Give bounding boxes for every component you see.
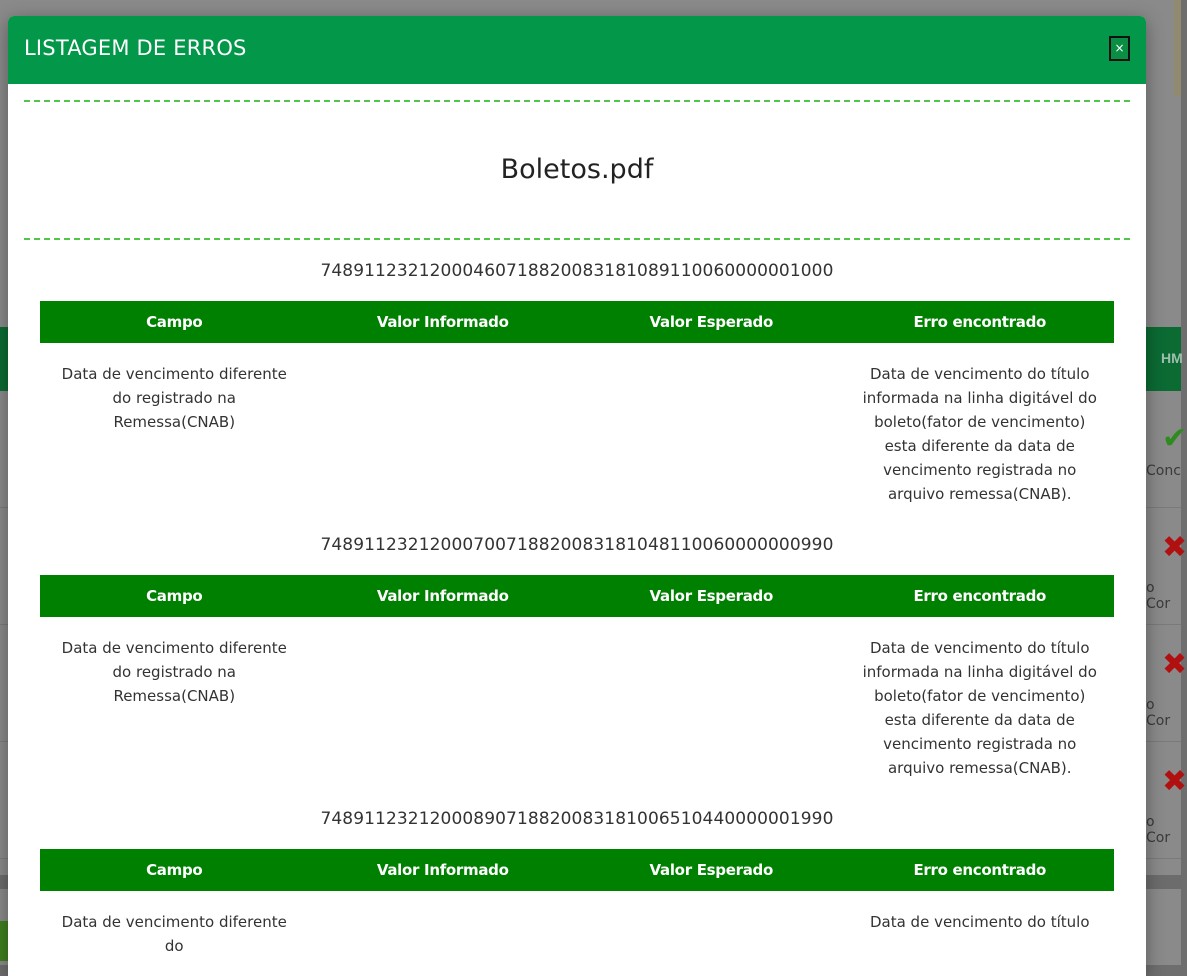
column-header-valor-esperado: Valor Esperado: [577, 575, 846, 617]
error-table: [40, 575, 1114, 788]
error-table: [40, 849, 1114, 966]
cell-valor-esperado: [577, 891, 846, 966]
boleto-section: [24, 240, 1130, 514]
error-table: [40, 301, 1114, 514]
background-status-text: o Cor: [1146, 814, 1171, 846]
cell-valor-esperado: [577, 617, 846, 788]
check-icon: ✔: [1162, 421, 1187, 456]
column-header-erro-encontrado: Erro encontrado: [846, 575, 1115, 617]
column-header-valor-esperado: Valor Esperado: [577, 849, 846, 891]
x-icon: ✖: [1162, 764, 1187, 799]
cell-erro: Data de vencimento do título informada na linha digitável do boleto(fator de vencimento) esta diferente da data de vencimento registrada no arquivo remessa(CNAB).: [862, 365, 1097, 503]
cell-valor-informado: [309, 891, 578, 966]
table-row: [40, 891, 1114, 966]
boleto-section: [24, 788, 1130, 966]
file-name: Boletos.pdf: [500, 154, 654, 185]
close-button[interactable]: ×: [1109, 36, 1130, 61]
table-header-row: [40, 575, 1114, 617]
cell-campo: Data de vencimento diferente do registrado na Remessa(CNAB): [61, 365, 287, 431]
background-status-text: o Cor: [1146, 580, 1171, 612]
x-icon: ✖: [1162, 647, 1187, 682]
cell-campo: Data de vencimento diferente do: [61, 913, 287, 955]
boleto-code: 74891123212000460718820083181089110060000001000: [320, 261, 834, 281]
column-header-valor-informado: Valor Informado: [309, 849, 578, 891]
boleto-code: 74891123212000700718820083181048110060000000990: [320, 535, 834, 555]
column-header-valor-informado: Valor Informado: [309, 301, 578, 343]
cell-campo: Data de vencimento diferente do registrado na Remessa(CNAB): [61, 639, 287, 705]
boleto-section: [24, 514, 1130, 788]
error-list-modal: [8, 16, 1146, 976]
cell-valor-informado: [309, 343, 578, 514]
column-header-erro-encontrado: Erro encontrado: [846, 301, 1115, 343]
column-header-valor-informado: Valor Informado: [309, 575, 578, 617]
background-side-panel: [1174, 0, 1181, 96]
background-status-text: o Cor: [1146, 697, 1171, 729]
column-header-campo: Campo: [40, 301, 309, 343]
background-column-label: HM: [1161, 350, 1183, 366]
table-row: [40, 617, 1114, 788]
modal-title: LISTAGEM DE ERROS: [24, 36, 247, 60]
table-header-row: [40, 849, 1114, 891]
modal-body: [8, 84, 1146, 966]
column-header-erro-encontrado: Erro encontrado: [846, 849, 1115, 891]
modal-header: [8, 16, 1146, 84]
background-button: [0, 921, 8, 961]
cell-valor-informado: [309, 617, 578, 788]
cell-erro: Data de vencimento do título informada na linha digitável do boleto(fator de vencimento) esta diferente da data de vencimento registrada no arquivo remessa(CNAB).: [862, 639, 1097, 777]
column-header-valor-esperado: Valor Esperado: [577, 301, 846, 343]
background-status-text: Conc: [1146, 463, 1181, 479]
boleto-code: 74891123212000890718820083181006510440000001990: [320, 809, 834, 829]
table-header-row: [40, 301, 1114, 343]
x-icon: ✖: [1162, 530, 1187, 565]
cell-erro: Data de vencimento do título: [869, 913, 1090, 931]
column-header-campo: Campo: [40, 575, 309, 617]
cell-valor-esperado: [577, 343, 846, 514]
column-header-campo: Campo: [40, 849, 309, 891]
table-row: [40, 343, 1114, 514]
